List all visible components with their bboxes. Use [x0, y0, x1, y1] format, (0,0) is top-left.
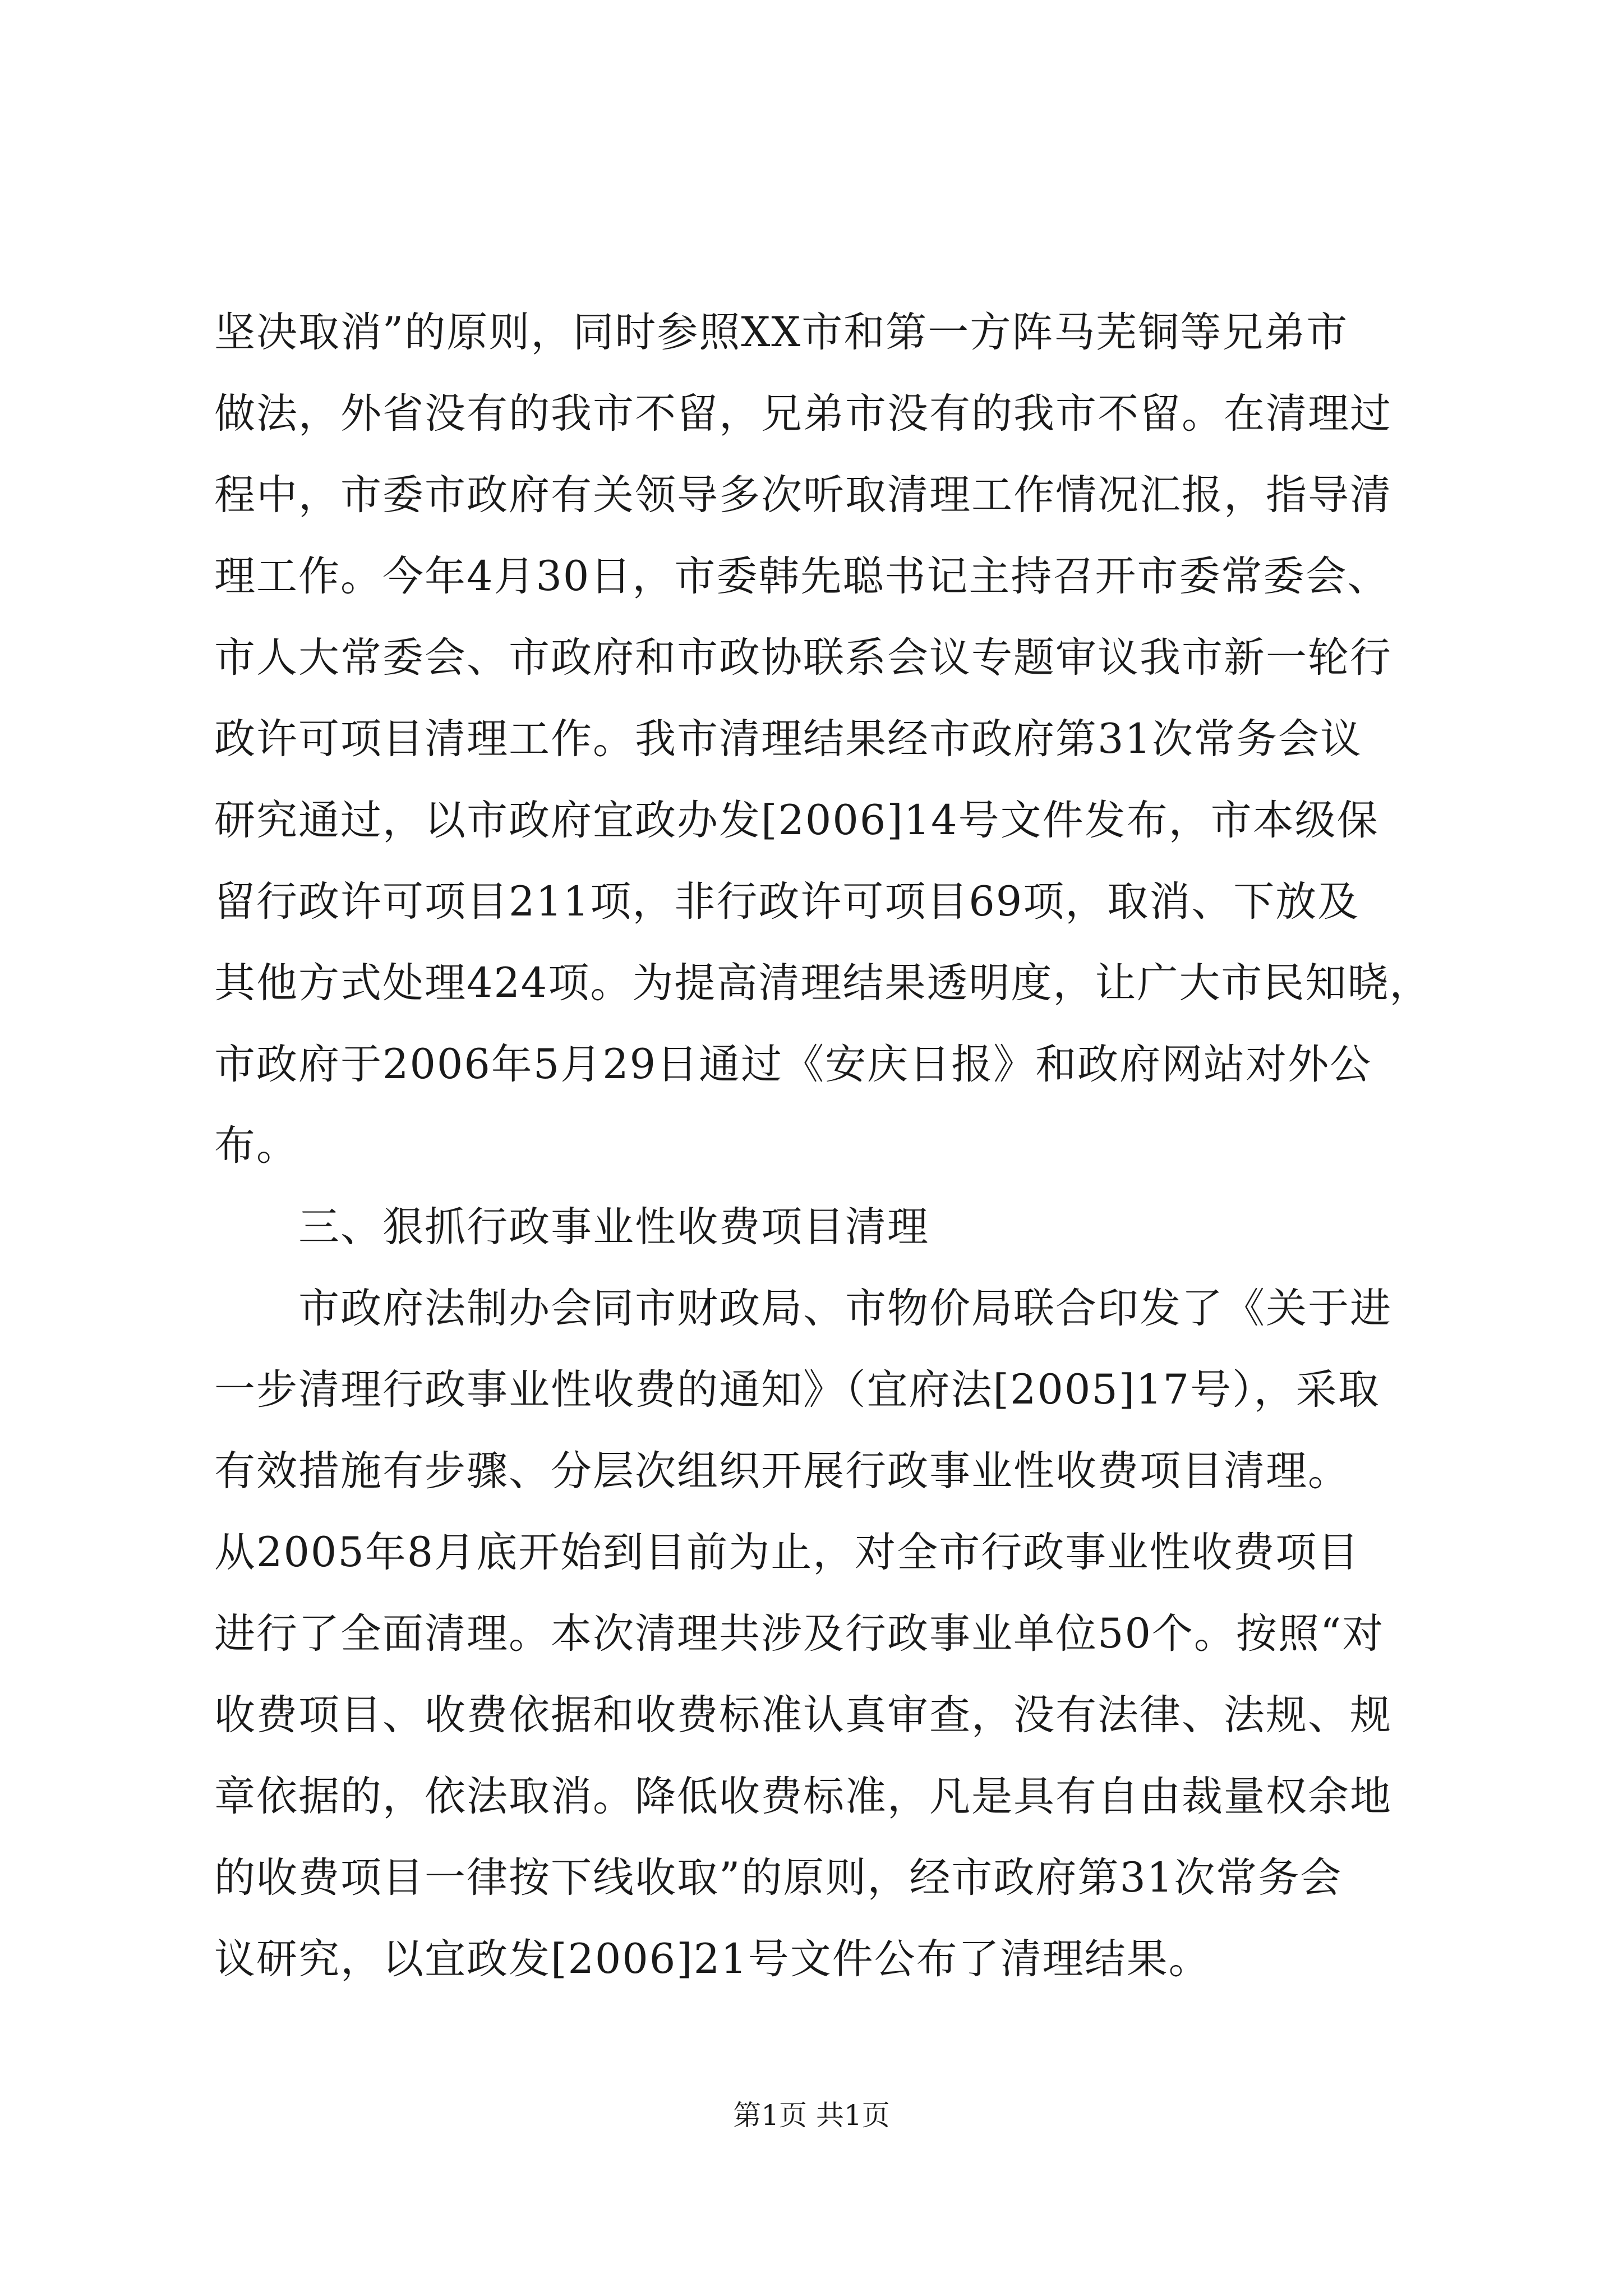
text-line: 其他方式处理424项。为提高清理结果透明度，让广大市民知晓，	[214, 959, 1432, 1007]
text-line: 政许可项目清理工作。我市清理结果经市政府第31次常务会议	[214, 715, 1362, 763]
text-line: 收费项目、收费依据和收费标准认真审查，没有法律、法规、规	[214, 1691, 1392, 1739]
text-line: 章依据的，依法取消。降低收费标准，凡是具有自由裁量权余地	[214, 1773, 1392, 1820]
text-line: 议研究，以宜政发[2006]21号文件公布了清理结果。	[214, 1935, 1211, 1983]
page-number-label: 第1页 共1页	[733, 2099, 890, 2132]
page-footer	[0, 2096, 1623, 2135]
text-line: 做法，外省没有的我市不留，兄弟市没有的我市不留。在清理过	[214, 390, 1392, 438]
text-line: 布。	[214, 1122, 298, 1170]
text-line: 市政府法制办会同市财政局、市物价局联合印发了《关于进	[298, 1285, 1392, 1332]
text-line: 从2005年8月底开始到目前为止，对全市行政事业性收费项目	[214, 1529, 1360, 1576]
text-line: 研究通过，以市政府宜政办发[2006]14号文件发布，市本级保	[214, 797, 1379, 844]
text-line: 有效措施有步骤、分层次组织开展行政事业性收费项目清理。	[214, 1447, 1350, 1495]
text-line: 三、狠抓行政事业性收费项目清理	[298, 1203, 929, 1251]
text-line: 理工作。今年4月30日，市委韩先聪书记主持召开市委常委会、	[214, 553, 1390, 600]
text-line: 的收费项目一律按下线收取”的原则，经市政府第31次常务会	[214, 1854, 1343, 1902]
text-line: 留行政许可项目211项，非行政许可项目69项，取消、下放及	[214, 878, 1360, 926]
text-line: 一步清理行政事业性收费的通知》（宜府法[2005]17号），采取	[214, 1366, 1380, 1414]
text-line: 市人大常委会、市政府和市政协联系会议专题审议我市新一轮行	[214, 634, 1392, 682]
document-body	[214, 292, 1432, 2000]
text-line: 程中，市委市政府有关领导多次听取清理工作情况汇报，指导清	[214, 471, 1392, 519]
text-line: 进行了全面清理。本次清理共涉及行政事业单位50个。按照“对	[214, 1610, 1385, 1658]
text-line: 坚决取消”的原则，同时参照XX市和第一方阵马芜铜等兄弟市	[214, 309, 1349, 356]
text-line: 市政府于2006年5月29日通过《安庆日报》和政府网站对外公	[214, 1041, 1372, 1088]
